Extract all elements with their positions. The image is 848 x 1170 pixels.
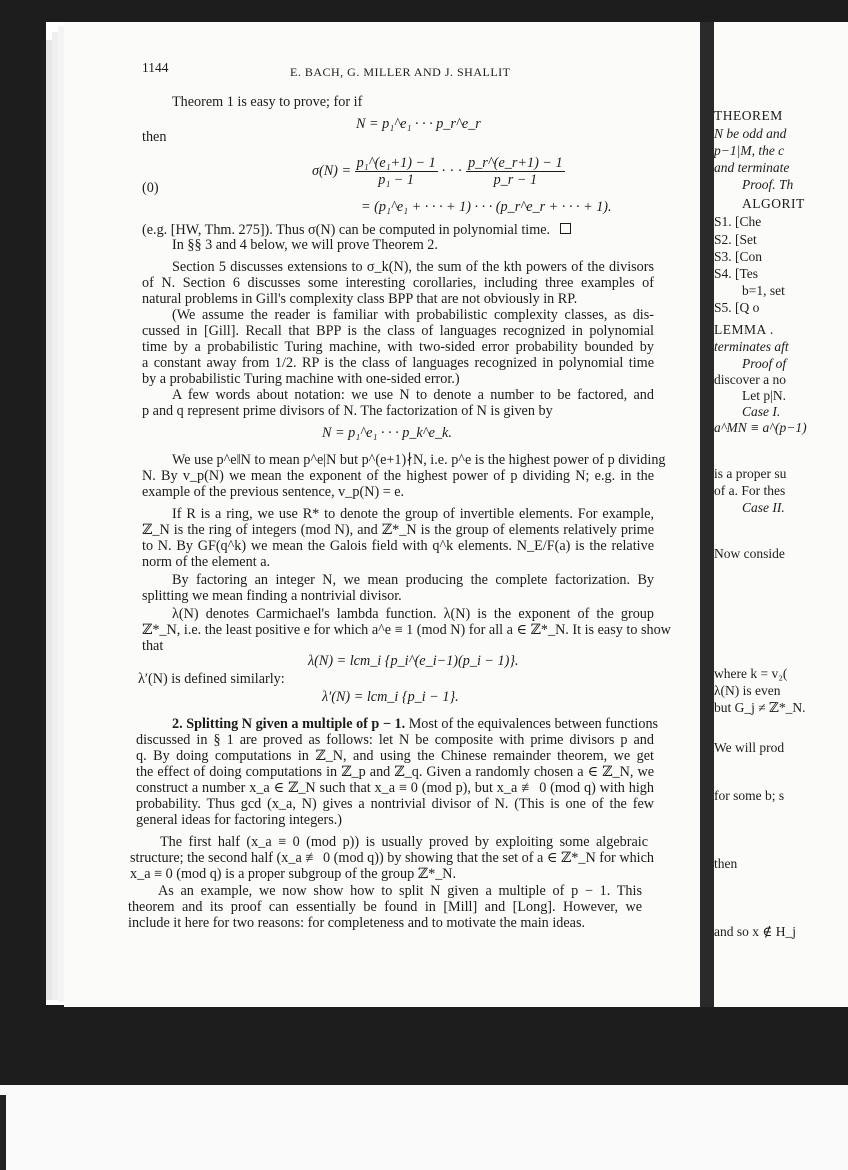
right-text: Proof of bbox=[742, 356, 787, 371]
right-text: LEMMA . bbox=[714, 322, 774, 337]
paragraph-line: Theorem 1 is easy to prove; for if bbox=[172, 94, 363, 110]
line: time by a probabilistic Turing machine, with two-sided error probability bounded by bbox=[142, 339, 654, 355]
fraction-numerator: p_r^(e_r+1) − 1 bbox=[468, 155, 563, 171]
dots: · · · bbox=[441, 162, 463, 179]
right-text: THEOREM bbox=[714, 108, 783, 123]
line: a constant away from 1/2. RP is the class of languages recognized in polynomial time bbox=[142, 355, 654, 371]
right-text: S3. [Con bbox=[714, 249, 763, 264]
fraction-numerator: p₁^(e₁+1) − 1 bbox=[356, 155, 436, 171]
right-text: λ(N) is even bbox=[714, 683, 781, 698]
right-text: We will prod bbox=[714, 740, 785, 755]
paragraph bbox=[142, 506, 654, 570]
line: of N. Section 6 discusses some interesting corollaries, including three examples of bbox=[142, 275, 654, 291]
line: general ideas for factoring integers.) bbox=[136, 812, 343, 828]
sigma-fraction bbox=[466, 155, 564, 188]
sigma-lhs: σ(N) = bbox=[312, 162, 352, 179]
line: By factoring an integer N, we mean producing the complete factorization. By bbox=[172, 572, 654, 588]
right-text: of a. For thes bbox=[714, 483, 786, 498]
line: the effect of doing computations in ℤ_p and ℤ_q. Given a randomly chosen a ∈ ℤ_N, we bbox=[136, 764, 654, 780]
line: x_a ≡ 0 (mod q) is a proper subgroup of the group ℤ*_N. bbox=[130, 866, 457, 882]
line: ℤ_N is the ring of integers (mod N), and ℤ*_N is the group of elements relatively prime bbox=[142, 522, 654, 538]
scan-frame-left bbox=[0, 0, 46, 1085]
line: norm of the element a. bbox=[142, 554, 271, 570]
paragraph bbox=[128, 883, 642, 931]
then-label: then bbox=[142, 129, 167, 145]
scan-frame-top bbox=[0, 0, 848, 22]
line: As an example, we now show how to split N given a multiple of p − 1. This bbox=[158, 883, 642, 899]
paragraph bbox=[142, 259, 654, 307]
fraction-denominator: p_r − 1 bbox=[493, 172, 538, 188]
paragraph-line bbox=[142, 222, 571, 238]
line: splitting we mean finding a nontrivial divisor. bbox=[142, 588, 402, 604]
paragraph bbox=[142, 387, 654, 419]
right-text: p−1|M, the c bbox=[714, 143, 785, 158]
line: p and q represent prime divisors of N. The factorization of N is given by bbox=[142, 403, 553, 419]
right-text: S2. [Set bbox=[714, 232, 757, 247]
right-text: terminates aft bbox=[714, 339, 789, 354]
right-page bbox=[714, 22, 848, 1007]
line: (We assume the reader is familiar with probabilistic complexity classes, as dis- bbox=[172, 307, 654, 323]
line: probability. Thus gcd (x_a, N) gives a nontrivial divisor of N. (This is one of the few bbox=[136, 796, 654, 812]
right-text: discover a no bbox=[714, 372, 786, 387]
line: to N. By GF(q^k) we mean the Galois field with q^k elements. N_E/F(a) is the relative bbox=[142, 538, 654, 554]
right-text: Proof. Th bbox=[742, 177, 794, 192]
text: Most of the equivalences between functions bbox=[408, 716, 659, 732]
paragraph bbox=[130, 834, 654, 882]
paragraph bbox=[142, 307, 654, 387]
line: that bbox=[142, 638, 164, 654]
line: If R is a ring, we use R* to denote the group of invertible elements. For example, bbox=[172, 506, 654, 522]
right-text: S5. [Q o bbox=[714, 300, 760, 315]
right-text: and so x ∉ H_j bbox=[714, 924, 796, 939]
paragraph bbox=[142, 572, 654, 604]
right-text: but G_j ≠ ℤ*_N. bbox=[714, 700, 806, 715]
right-text: where k = v₂( bbox=[714, 666, 788, 681]
running-head: E. BACH, G. MILLER AND J. SHALLIT bbox=[290, 65, 511, 79]
right-text: Now conside bbox=[714, 546, 785, 561]
equation: N = p₁^e₁ · · · p_r^e_r bbox=[356, 116, 481, 132]
scan-margin bbox=[0, 1085, 848, 1170]
right-text: N be odd and bbox=[714, 126, 787, 141]
right-text: ALGORIT bbox=[742, 196, 805, 211]
equation: = (p₁^e₁ + · · · + 1) · · · (p_r^e_r + · · · + 1). bbox=[361, 199, 612, 215]
right-text: then bbox=[714, 856, 738, 871]
line: cussed in [Gill]. Recall that BPP is the class of languages recognized in polynomial bbox=[142, 323, 654, 339]
line: natural problems in Gill's complexity class BPP that are not obviously in RP. bbox=[142, 291, 578, 307]
book-gutter bbox=[700, 22, 714, 1007]
line: by a probabilistic Turing machine with one-sided error.) bbox=[142, 371, 460, 387]
line: N. By v_p(N) we mean the exponent of the highest power of p dividing N; e.g. in the bbox=[142, 468, 654, 484]
right-text: b=1, set bbox=[742, 283, 785, 298]
sigma-equation bbox=[312, 155, 565, 188]
line: ℤ*_N, i.e. the least positive e for which a^e ≡ 1 (mod N) for all a ∈ ℤ*_N. It is easy to show bbox=[142, 622, 671, 638]
paragraph bbox=[136, 732, 654, 828]
right-text: and terminate bbox=[714, 160, 790, 175]
sigma-fraction bbox=[355, 155, 438, 188]
section-title: 2. Splitting N given a multiple of p − 1. bbox=[172, 716, 406, 732]
line: q. By doing computations in ℤ_N, and using the Chinese remainder theorem, we get bbox=[136, 748, 654, 764]
page-number: 1144 bbox=[142, 60, 169, 75]
right-text: a^MN ≡ a^(p−1) bbox=[714, 420, 807, 435]
right-text: Let p|N. bbox=[742, 388, 786, 403]
paragraph bbox=[142, 452, 666, 500]
equation-label: (0) bbox=[142, 180, 159, 196]
right-text: is a proper su bbox=[714, 466, 787, 481]
section-heading-line bbox=[172, 716, 659, 732]
paragraph bbox=[142, 606, 671, 654]
line: λ(N) denotes Carmichael's lambda function. λ(N) is the exponent of the group bbox=[172, 606, 654, 622]
qed-box-icon bbox=[560, 223, 571, 234]
line: example of the previous sentence, v_p(N) = e. bbox=[142, 484, 405, 500]
text: (e.g. [HW, Thm. 275]). Thus σ(N) can be computed in polynomial time. bbox=[142, 222, 551, 238]
line: structure; the second half (x_a ≢ 0 (mod q)) by showing that the set of a ∈ ℤ*_N for which bbox=[130, 850, 654, 866]
right-text: for some b; s bbox=[714, 788, 785, 803]
right-text: Case I. bbox=[742, 404, 781, 419]
line: discussed in § 1 are proved as follows: let N be composite with prime divisors p and bbox=[136, 732, 654, 748]
left-page bbox=[64, 22, 700, 1007]
paragraph-line: In §§ 3 and 4 below, we will prove Theorem 2. bbox=[172, 237, 438, 253]
line: Section 5 discusses extensions to σ_k(N), the sum of the kth powers of the divisors bbox=[172, 259, 654, 275]
equation: λ(N) = lcm_i {p_i^(e_i−1)(p_i − 1)}. bbox=[308, 653, 519, 669]
line: construct a number x_a ∈ ℤ_N such that x_a ≡ 0 (mod p), but x_a ≢ 0 (mod q) with high bbox=[136, 780, 654, 796]
line: theorem and its proof can essentially be found in [Mill] and [Long]. However, we bbox=[128, 899, 642, 915]
equation: N = p₁^e₁ · · · p_k^e_k. bbox=[322, 425, 452, 441]
line: include it here for two reasons: for completeness and to motivate the main ideas. bbox=[128, 915, 586, 931]
equation: λ′(N) = lcm_i {p_i − 1}. bbox=[322, 689, 459, 705]
line: We use p^e‖N to mean p^e|N but p^(e+1)∤N, i.e. p^e is the highest power of p dividing bbox=[172, 452, 666, 468]
line: A few words about notation: we use N to denote a number to be factored, and bbox=[172, 387, 654, 403]
paragraph-line: λ′(N) is defined similarly: bbox=[138, 671, 285, 687]
scan-margin-edge bbox=[0, 1095, 6, 1170]
fraction-denominator: p₁ − 1 bbox=[378, 172, 415, 188]
right-text: S4. [Tes bbox=[714, 266, 759, 281]
right-text: Case II. bbox=[742, 500, 785, 515]
right-text: S1. [Che bbox=[714, 214, 762, 229]
line: The first half (x_a ≡ 0 (mod p)) is usually proved by exploiting some algebraic bbox=[160, 834, 648, 850]
scan-frame-bottom bbox=[0, 1005, 848, 1085]
